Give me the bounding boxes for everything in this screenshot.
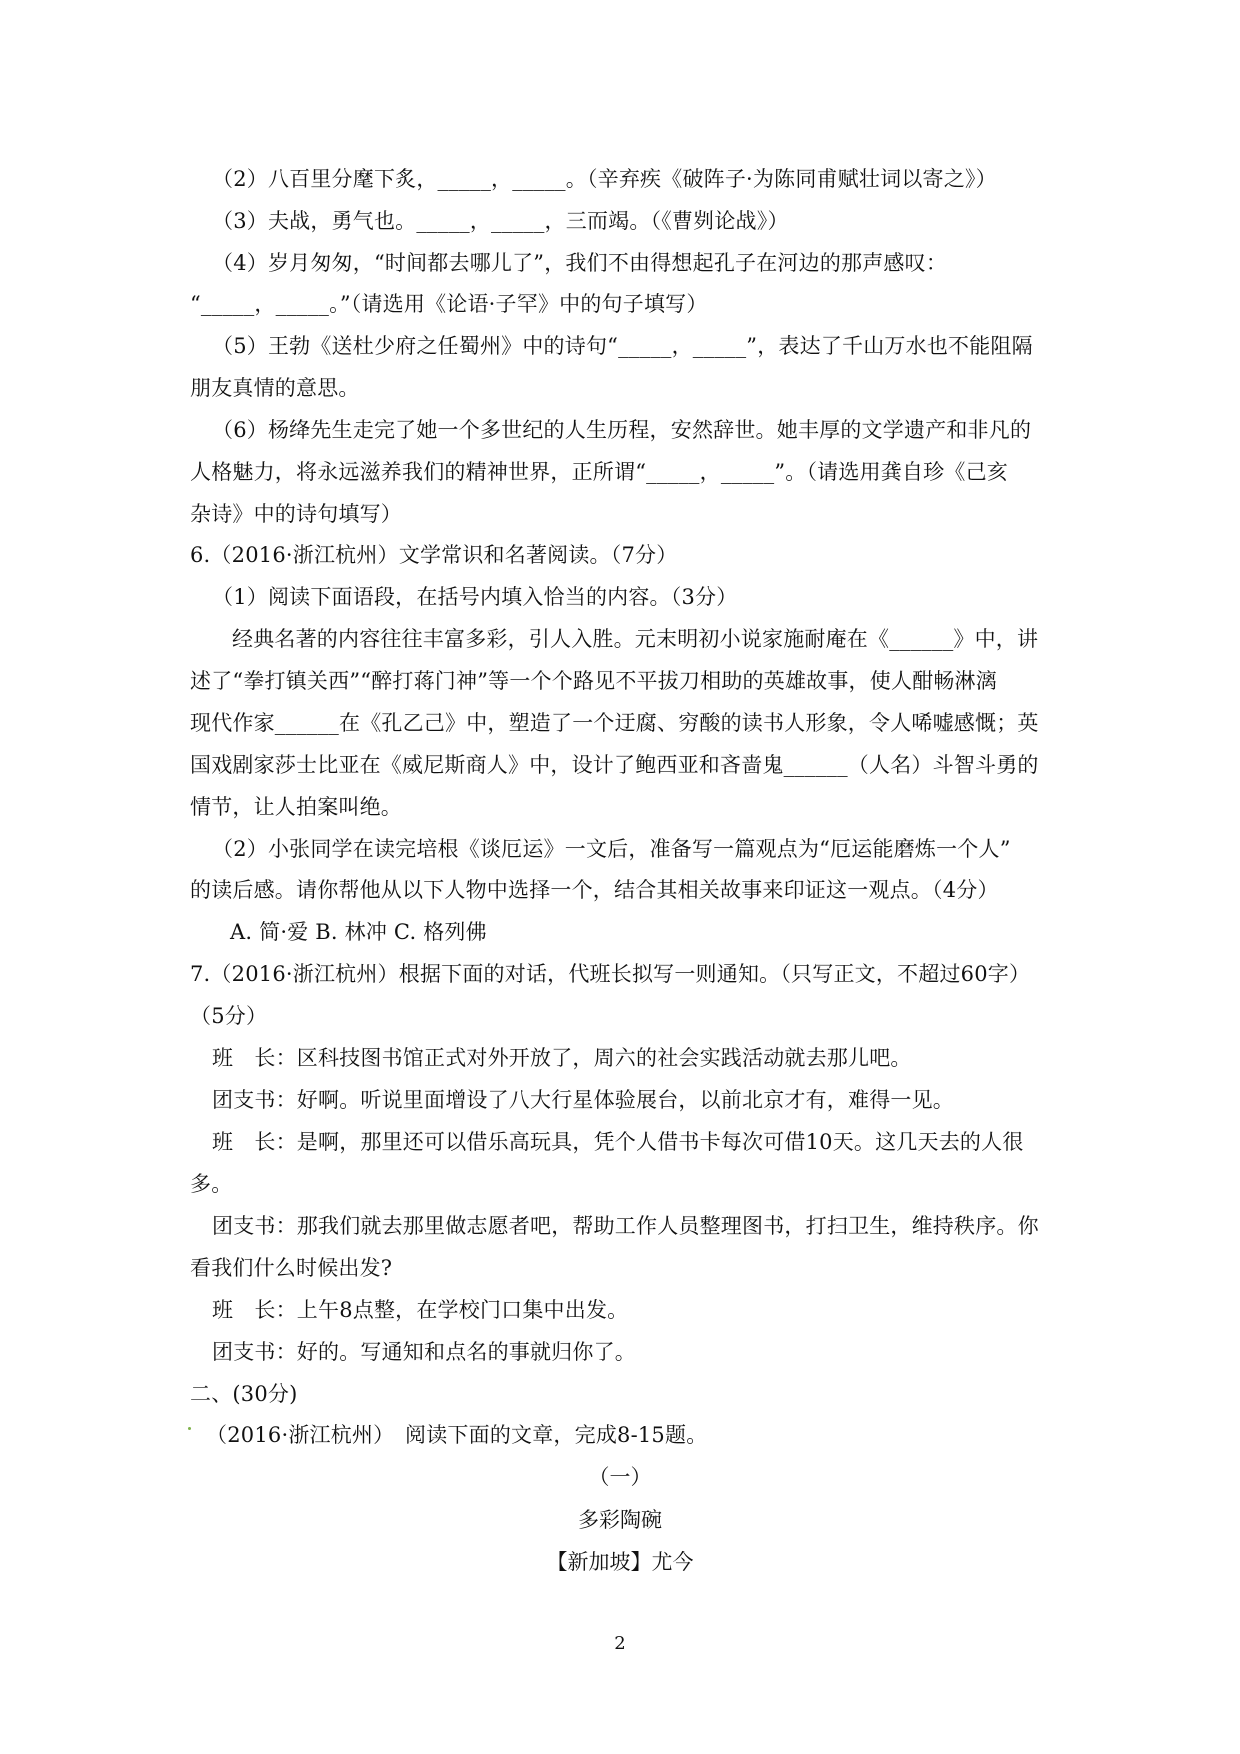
article-author: 【新加坡】尤今 <box>546 1550 694 1574</box>
dialogue-line: 多。 <box>190 1172 233 1196</box>
text-line: （5）王勃《送杜少府之任蜀州》中的诗句“_____，_____”，表达了千山万水也不能阻隔 <box>212 334 1033 358</box>
text-line: 述了“拳打镇关西”“醉打蒋门神”等一个个路见不平拔刀相助的英雄故事，使人酣畅淋漓 <box>190 669 997 693</box>
question-heading: 7.（2016·浙江杭州）根据下面的对话，代班长拟写一则通知。（只写正文，不超过60字） <box>190 962 1031 986</box>
text-line: （5分） <box>190 1004 268 1028</box>
text-line: （2）小张同学在读完培根《谈厄运》一文后，准备写一篇观点为“厄运能磨炼一个人” <box>212 837 1011 861</box>
dialogue-line: 班 长：区科技图书馆正式对外开放了，周六的社会实践活动就去那儿吧。 <box>212 1046 912 1070</box>
text-line: （6）杨绛先生走完了她一个多世纪的人生历程，安然辞世。她丰厚的文学遗产和非凡的 <box>212 418 1032 442</box>
dialogue-line: 看我们什么时候出发? <box>190 1256 393 1280</box>
text-line: 杂诗》中的诗句填写） <box>190 502 402 526</box>
dialogue-line: 班 长：上午8点整，在学校门口集中出发。 <box>212 1298 629 1322</box>
section-heading: 二、(30分) <box>190 1382 298 1406</box>
question-heading: 6.（2016·浙江杭州）文学常识和名著阅读。（7分） <box>190 543 678 567</box>
article-title: 多彩陶碗 <box>578 1508 662 1532</box>
text-line: 经典名著的内容往往丰富多彩，引人入胜。元末明初小说家施耐庵在《______》中，讲 <box>232 627 1039 651</box>
text-line: （3）夫战，勇气也。_____，_____，三而竭。（《曹刿论战》） <box>212 209 789 233</box>
text-line: 情节，让人拍案叫绝。 <box>190 795 402 819</box>
text-line: 朋友真情的意思。 <box>190 376 360 400</box>
text-line: “_____，_____。”（请选用《论语·子罕》中的句子填写） <box>190 292 708 316</box>
text-line: （2）八百里分麾下炙，_____，_____。（辛弃疾《破阵子·为陈同甫赋壮词以寄之》） <box>212 167 997 191</box>
options-line: A. 简·爱 B. 林冲 C. 格列佛 <box>230 920 487 944</box>
section-mark: （一） <box>588 1465 652 1489</box>
question-heading: （2016·浙江杭州） 阅读下面的文章，完成8-15题。 <box>206 1423 708 1447</box>
dialogue-line: 团支书：好的。写通知和点名的事就归你了。 <box>212 1340 636 1364</box>
text-line: 人格魅力，将永远滋养我们的精神世界，正所谓“_____，_____”。（请选用龚自珍《己亥 <box>190 460 1008 484</box>
text-line: （1）阅读下面语段，在括号内填入恰当的内容。（3分） <box>212 585 738 609</box>
stray-mark <box>188 1427 191 1430</box>
page-number: 2 <box>614 1633 626 1654</box>
text-line: （4）岁月匆匆，“时间都去哪儿了”，我们不由得想起孔子在河边的那声感叹： <box>212 251 948 275</box>
dialogue-line: 班 长：是啊，那里还可以借乐高玩具，凭个人借书卡每次可借10天。这几天去的人很 <box>212 1130 1024 1154</box>
dialogue-line: 团支书：好啊。听说里面增设了八大行星体验展台，以前北京才有，难得一见。 <box>212 1088 954 1112</box>
text-line: 现代作家______在《孔乙己》中，塑造了一个迂腐、穷酸的读书人形象，令人唏嘘感慨；英 <box>190 711 1039 735</box>
text-line: 的读后感。请你帮他从以下人物中选择一个，结合其相关故事来印证这一观点。（4分） <box>190 878 999 902</box>
text-line: 国戏剧家莎士比亚在《威尼斯商人》中，设计了鲍西亚和吝啬鬼______（人名）斗智斗勇的 <box>190 753 1039 777</box>
dialogue-line: 团支书：那我们就去那里做志愿者吧，帮助工作人员整理图书，打扫卫生，维持秩序。你 <box>212 1214 1039 1238</box>
